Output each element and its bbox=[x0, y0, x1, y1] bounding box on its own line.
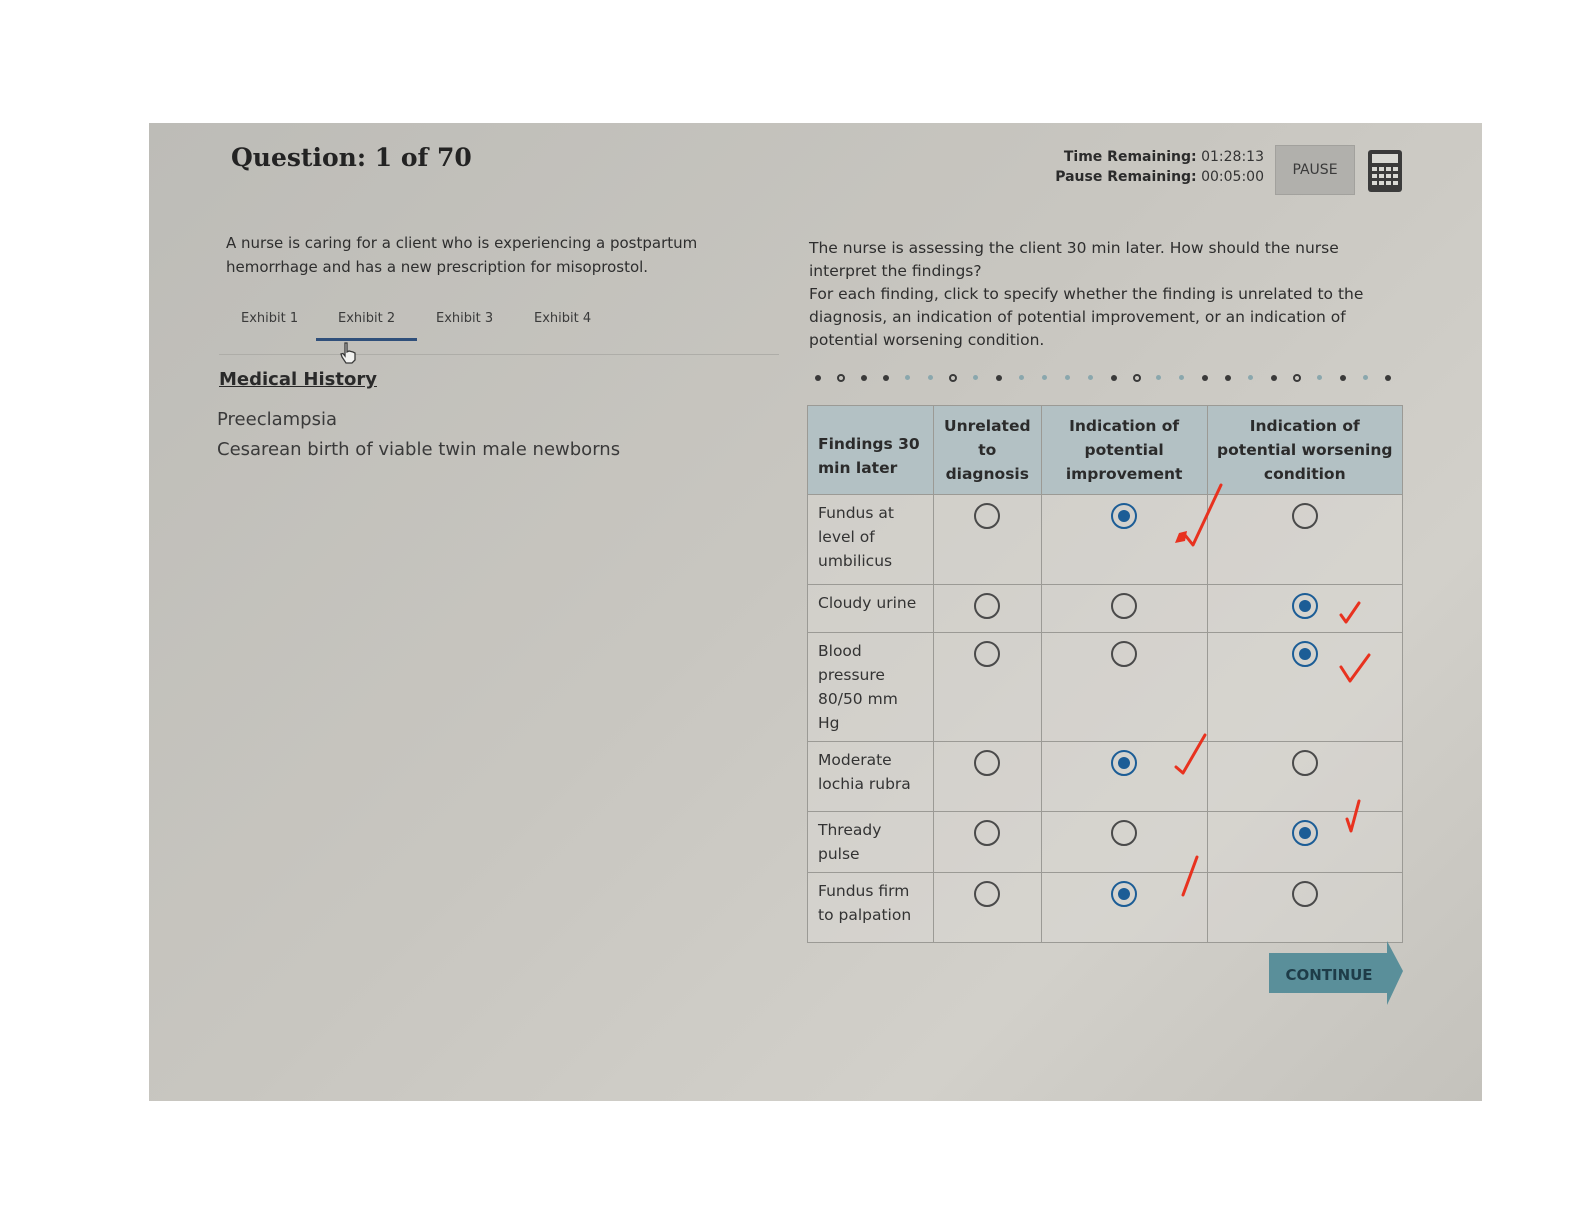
time-remaining-value: 01:28:13 bbox=[1201, 149, 1264, 165]
radio-improvement[interactable] bbox=[1111, 593, 1137, 619]
table-row bbox=[808, 495, 1403, 585]
table-row bbox=[808, 812, 1403, 873]
table-row bbox=[808, 585, 1403, 633]
radio-unrelated[interactable] bbox=[974, 820, 1000, 846]
exhibit-tabs bbox=[219, 303, 779, 355]
tab-exhibit-2[interactable]: Exhibit 2 bbox=[316, 311, 417, 341]
finding-label: Thready pulse bbox=[808, 812, 934, 873]
tab-exhibit-1[interactable]: Exhibit 1 bbox=[241, 311, 299, 326]
finding-label: Cloudy urine bbox=[808, 585, 934, 633]
column-header-worsening: Indication of potential worsening condition bbox=[1207, 406, 1402, 495]
column-header-unrelated: Unrelated to diagnosis bbox=[933, 406, 1041, 495]
question-stem: A nurse is caring for a client who is experiencing a postpartum hemorrhage and has a new prescription for misoprostol. bbox=[226, 234, 698, 276]
exam-screen bbox=[149, 123, 1482, 1101]
continue-label: CONTINUE bbox=[1285, 966, 1373, 984]
pause-button[interactable]: PAUSE bbox=[1275, 145, 1355, 195]
prompt-line: For each finding, click to specify whether the finding is unrelated to the diagnosis, an indication of potential improvement, or an indication of potential worsening condition. bbox=[809, 285, 1364, 349]
time-remaining-label: Time Remaining: bbox=[1063, 149, 1197, 165]
continue-button[interactable] bbox=[1269, 941, 1409, 1009]
radio-improvement[interactable] bbox=[1111, 641, 1137, 667]
history-item: Preeclampsia bbox=[217, 409, 337, 430]
tab-exhibit-3[interactable]: Exhibit 3 bbox=[436, 311, 494, 326]
finding-label: Fundus at level of umbilicus bbox=[808, 495, 934, 585]
history-item: Cesarean birth of viable twin male newborns bbox=[217, 439, 621, 460]
prompt-line: The nurse is assessing the client 30 min later. How should the nurse interpret the findings? bbox=[809, 239, 1339, 280]
radio-worsening[interactable] bbox=[1292, 593, 1318, 619]
question-prompt bbox=[809, 237, 1409, 352]
radio-worsening[interactable] bbox=[1292, 641, 1318, 667]
radio-worsening[interactable] bbox=[1292, 750, 1318, 776]
finding-label: Blood pressure 80/50 mm Hg bbox=[808, 633, 934, 742]
calculator-icon[interactable] bbox=[1367, 149, 1403, 193]
finding-label: Fundus firm to palpation bbox=[808, 873, 934, 943]
hand-cursor-icon bbox=[338, 341, 360, 365]
radio-improvement[interactable] bbox=[1111, 503, 1137, 529]
radio-unrelated[interactable] bbox=[974, 641, 1000, 667]
finding-label: Moderate lochia rubra bbox=[808, 742, 934, 812]
column-header-improvement: Indication of potential improvement bbox=[1041, 406, 1207, 495]
dotted-divider bbox=[813, 371, 1403, 385]
medical-history-list bbox=[217, 405, 620, 465]
timer-panel bbox=[1055, 147, 1264, 187]
radio-worsening[interactable] bbox=[1292, 881, 1318, 907]
findings-matrix bbox=[807, 405, 1403, 943]
pause-remaining-value: 00:05:00 bbox=[1201, 169, 1264, 185]
radio-worsening[interactable] bbox=[1292, 820, 1318, 846]
radio-worsening[interactable] bbox=[1292, 503, 1318, 529]
table-row bbox=[808, 873, 1403, 943]
radio-improvement[interactable] bbox=[1111, 750, 1137, 776]
tab-exhibit-4[interactable]: Exhibit 4 bbox=[534, 311, 592, 326]
question-counter: Question: 1 of 70 bbox=[231, 143, 472, 172]
radio-unrelated[interactable] bbox=[974, 750, 1000, 776]
radio-unrelated[interactable] bbox=[974, 881, 1000, 907]
radio-improvement[interactable] bbox=[1111, 881, 1137, 907]
table-row bbox=[808, 633, 1403, 742]
column-header-findings: Findings 30 min later bbox=[808, 406, 934, 495]
radio-unrelated[interactable] bbox=[974, 503, 1000, 529]
radio-improvement[interactable] bbox=[1111, 820, 1137, 846]
medical-history-heading: Medical History bbox=[219, 369, 377, 390]
pause-remaining-label: Pause Remaining: bbox=[1055, 169, 1197, 185]
radio-unrelated[interactable] bbox=[974, 593, 1000, 619]
table-row bbox=[808, 742, 1403, 812]
